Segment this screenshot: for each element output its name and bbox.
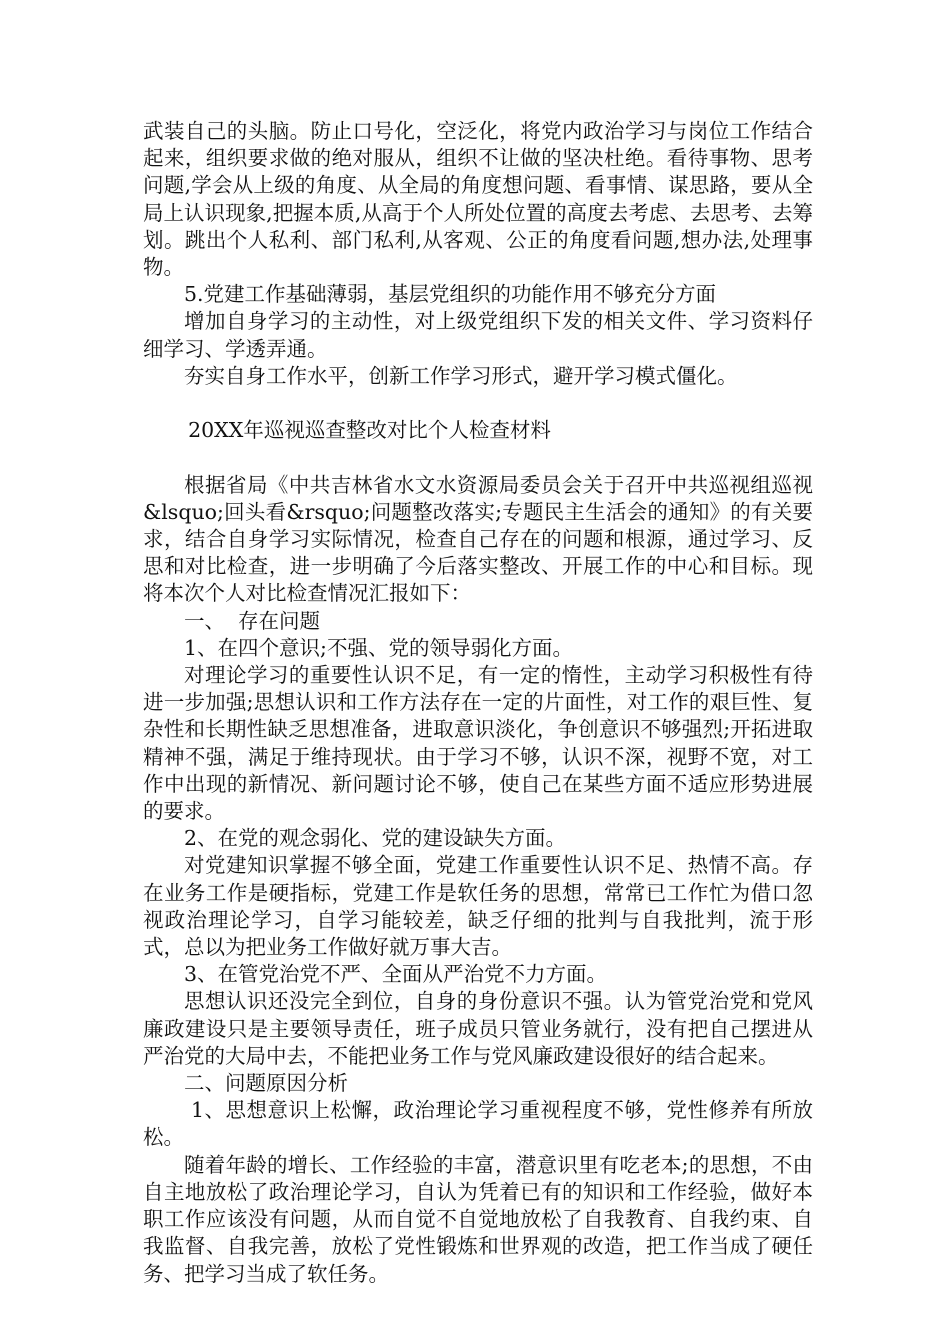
paragraph: 武装自己的头脑。防止口号化，空泛化，将党内政治学习与岗位工作结合起来，组织要求做的绝对服从，组织不让做的坚决杜绝。看待事物、思考问题,学会从上级的角度、从全局的角度想问题、看事情、谋思路，要从全局上认识现象,把握本质,从高于个人所处位置的高度去考虑、去思考、去筹划。跳出个人私利、部门私利,从客观、公正的角度看问题,想办法,处理事物。	[143, 119, 813, 280]
section-heading: 2、在党的观念弱化、党的建设缺失方面。	[184, 826, 567, 851]
section-heading: 1、在四个意识;不强、党的领导弱化方面。	[184, 635, 573, 660]
paragraph: 对党建知识掌握不够全面，党建工作重要性认识不足、热情不高。存在业务工作是硬指标，党建工作是软任务的思想，常常已工作忙为借口忽视政治理论学习，自学习能较差，缺乏仔细的批判与自我批判，流于形式，总以为把业务工作做好就万事大吉。	[143, 853, 813, 960]
blank-line	[143, 444, 813, 471]
paragraph: 夯实自身工作水平，创新工作学习形式，避开学习模式僵化。	[184, 363, 738, 388]
document-title: 20XX年巡视巡查整改对比个人检查材料	[188, 418, 551, 443]
section-heading: 二、问题原因分析	[184, 1071, 348, 1096]
paragraph: 对理论学习的重要性认识不足，有一定的惰性，主动学习积极性有待进一步加强;思想认识和工作方法存在一定的片面性，对工作的艰巨性、复杂性和长期性缺乏思想准备，进取意识淡化，争创意识不够强烈;开拓进取精神不强，满足于维持现状。由于学习不够，认识不深，视野不宽，对工作中出现的新情况、新问题讨论不够，使自己在某些方面不适应形势进展的要求。	[143, 663, 813, 824]
section-heading: 3、在管党治党不严、全面从严治党不力方面。	[184, 962, 608, 987]
section-heading: 5.党建工作基础薄弱，基层党组织的功能作用不够充分方面	[184, 282, 717, 307]
section-heading: 1、思想意识上松懈，政治理论学习重视程度不够，党性修养有所放松。	[143, 1098, 813, 1150]
paragraph: 增加自身学习的主动性，对上级党组织下发的相关文件、学习资料仔细学习、学透弄通。	[143, 309, 813, 361]
section-heading: 一、 存在问题	[184, 608, 321, 633]
document-body	[143, 118, 813, 1288]
paragraph: 根据省局《中共吉林省水文水资源局委员会关于召开中共巡视组巡视&lsquo;回头看&rsquo;问题整改落实;专题民主生活会的通知》的有关要求，结合自身学习实际情况，检查自己存在的问题和根源，通过学习、反思和对比检查，进一步明确了今后落实整改、开展工作的中心和目标。现将本次个人对比检查情况汇报如下：	[143, 472, 813, 606]
paragraph: 随着年龄的增长、工作经验的丰富，潜意识里有吃老本;的思想，不由自主地放松了政治理论学习，自认为凭着已有的知识和工作经验，做好本职工作应该没有问题，从而自觉不自觉地放松了自我教育、自我约束、自我监督、自我完善，放松了党性锻炼和世界观的改造，把工作当成了硬任务、把学习当成了软任务。	[143, 1152, 813, 1286]
blank-line	[143, 390, 813, 417]
paragraph: 思想认识还没完全到位，自身的身份意识不强。认为管党治党和党风廉政建设只是主要领导责任，班子成员只管业务就行，没有把自己摆进从严治党的大局中去，不能把业务工作与党风廉政建设很好的结合起来。	[143, 989, 813, 1068]
